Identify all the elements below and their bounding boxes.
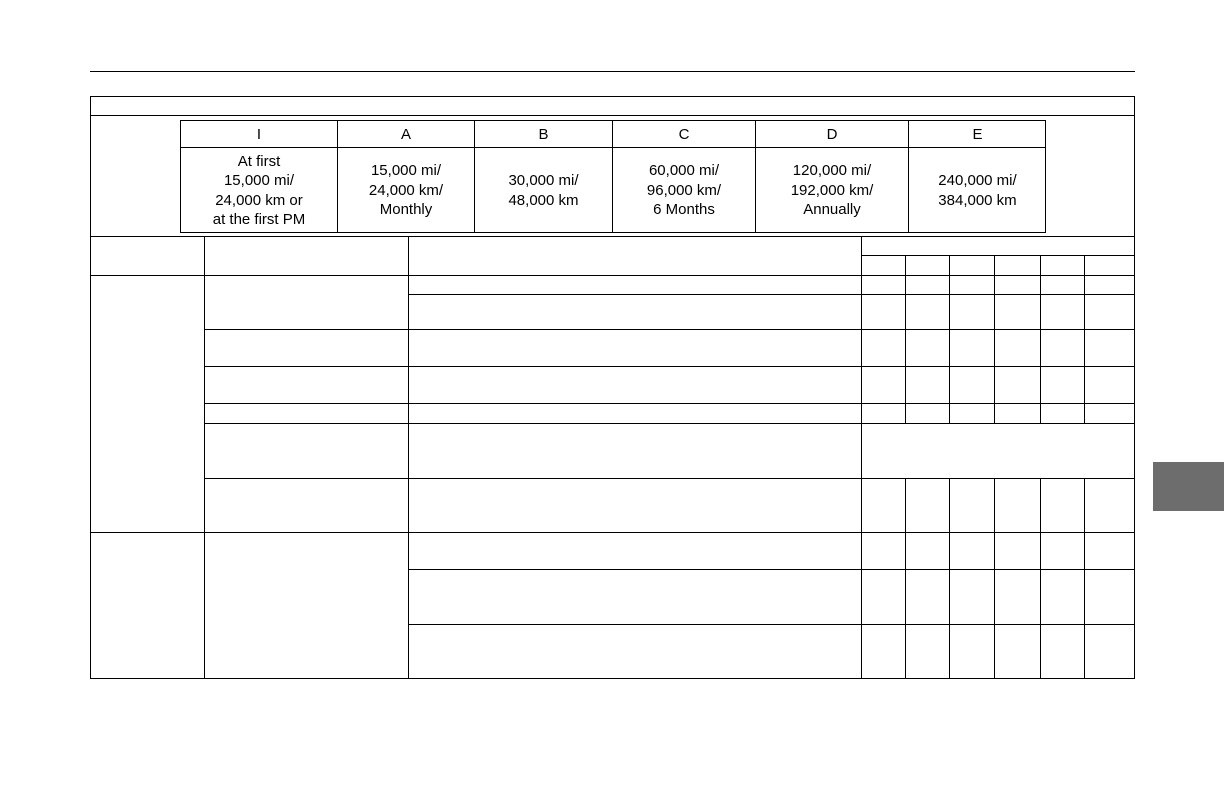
interval-desc-d: 120,000 mi/ 192,000 km/ Annually [790, 162, 874, 219]
interval-col-sep [994, 478, 995, 679]
interval-col-sep [1084, 255, 1085, 423]
col-sep-system [204, 236, 205, 679]
interval-col-sep [949, 255, 950, 423]
table-title-band [90, 115, 1135, 116]
interval-desc-a: 15,000 mi/ 24,000 km/ Monthly [368, 162, 444, 219]
interval-desc-b: 30,000 mi/ 48,000 km [508, 172, 579, 209]
interval-col-sep [905, 478, 906, 679]
schedule-header-top [90, 236, 1135, 237]
interval-desc-c: 60,000 mi/ 96,000 km/ 6 Months [646, 162, 722, 219]
interval-desc-i: At first 15,000 mi/ 24,000 km or at the first PM [212, 152, 306, 228]
table-row-line [204, 329, 1135, 330]
table-row-line [204, 366, 1135, 367]
interval-col-sep [905, 255, 906, 423]
interval-code-e: E [972, 125, 983, 143]
interval-code-d: D [826, 125, 838, 143]
table-section-line [90, 532, 1135, 533]
interval-col-sep [994, 255, 995, 423]
table-row-line [204, 403, 1135, 404]
page-header-rule [90, 71, 1135, 72]
interval-col-sep [1040, 255, 1041, 423]
table-row-line [408, 569, 1135, 570]
schedule-header-bottom [90, 275, 1135, 276]
table-row-line [204, 423, 1135, 424]
table-row-line [408, 624, 1135, 625]
interval-code-b: B [538, 125, 549, 143]
interval-code-a: A [400, 125, 411, 143]
interval-subheader-line [861, 255, 1135, 256]
interval-col-sep [1040, 478, 1041, 679]
interval-col-sep [1084, 478, 1085, 679]
interval-desc-e: 240,000 mi/ 384,000 km [938, 172, 1017, 209]
col-sep-item [408, 236, 409, 679]
section-thumb-tab [1153, 462, 1224, 511]
interval-col-sep [949, 478, 950, 679]
col-sep-interval-block [861, 236, 862, 679]
interval-code-i: I [256, 125, 262, 143]
table-row-line [408, 294, 1135, 295]
table-row-line [204, 478, 1135, 479]
interval-code-c: C [678, 125, 690, 143]
